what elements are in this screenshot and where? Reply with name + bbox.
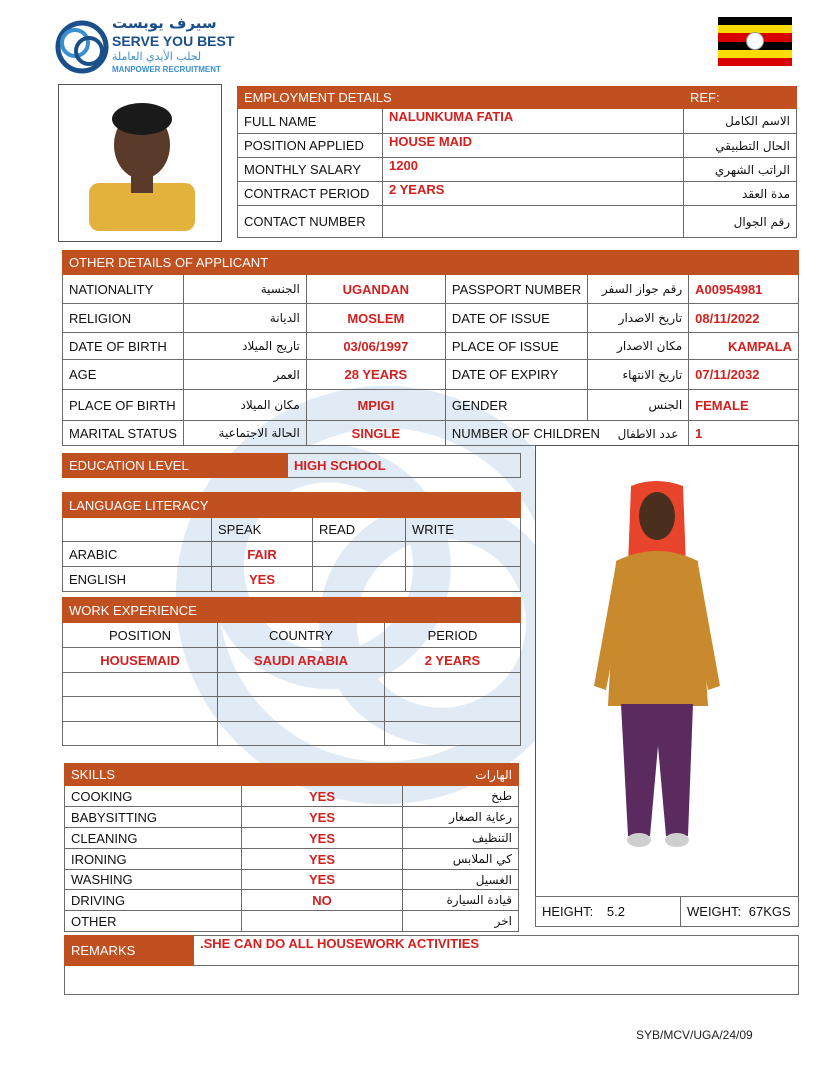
height-cell: [536, 897, 681, 927]
date-of-birth-label: DATE OF BIRTH: [63, 333, 184, 360]
position-applied-arabic: الحال التطبيقي: [684, 134, 797, 158]
skills-table: [64, 763, 519, 932]
place-of-issue-label: PLACE OF ISSUE: [445, 333, 587, 360]
age-label: AGE: [63, 360, 184, 390]
skills-header: SKILLS: [65, 764, 403, 786]
education-level-table: [62, 453, 521, 478]
gender-arabic: الجنس: [588, 390, 689, 421]
skill-other-label: OTHER: [65, 911, 242, 932]
table-row: [63, 722, 218, 746]
skill-driving-label: DRIVING: [65, 890, 242, 911]
table-cell: [218, 722, 385, 746]
english-language-label: ENGLISH: [63, 567, 212, 592]
nationality-label: NATIONALITY: [63, 275, 184, 304]
logo-subtitle: MANPOWER RECRUITMENT: [112, 65, 221, 74]
date-of-expiry-arabic: تاريخ الانتهاء: [588, 360, 689, 390]
read-col-header: READ: [313, 518, 406, 542]
document-code: SYB/MCV/UGA/24/09: [636, 1028, 753, 1042]
portrait-photo: [58, 84, 222, 242]
ref-label: REF:: [684, 87, 797, 109]
work-position-value: HOUSEMAID: [63, 648, 218, 673]
skill-driving-value: NO: [242, 890, 403, 911]
work-experience-header: WORK EXPERIENCE: [63, 598, 218, 623]
date-of-issue-arabic: تاريخ الاصدار: [588, 304, 689, 333]
skill-cleaning-label: CLEANING: [65, 828, 242, 849]
skills-header-arabic: الهارات: [403, 764, 519, 786]
other-details-header: OTHER DETAILS OF APPLICANT: [63, 251, 446, 275]
place-of-issue-arabic: مكان الاصدار: [588, 333, 689, 360]
employment-details-header: EMPLOYMENT DETAILS: [238, 87, 684, 109]
date-of-expiry-value: 07/11/2032: [689, 360, 799, 390]
nationality-value: UGANDAN: [306, 275, 445, 304]
number-of-children-value: 1: [689, 421, 799, 446]
skill-cleaning-arabic: التنظيف: [403, 828, 519, 849]
height-value: 5.2: [606, 904, 625, 919]
full-body-photo: [535, 445, 799, 897]
contract-period-label: CONTRACT PERIOD: [238, 182, 383, 206]
date-of-issue-value: 08/11/2022: [689, 304, 799, 333]
knot-logo-icon: [54, 18, 110, 76]
marital-status-value: SINGLE: [306, 421, 445, 446]
skill-babysitting-label: BABYSITTING: [65, 807, 242, 828]
logo-arabic: سيرف يوبست: [112, 14, 217, 32]
employment-details-table: [237, 86, 797, 238]
monthly-salary-label: MONTHLY SALARY: [238, 158, 383, 182]
language-literacy-header-blank: [313, 493, 521, 518]
skill-ironing-value: YES: [242, 849, 403, 870]
date-of-expiry-label: DATE OF EXPIRY: [445, 360, 587, 390]
contact-number-value: [383, 206, 684, 238]
crane-emblem-icon: [746, 32, 764, 50]
weight-label: WEIGHT:: [687, 904, 742, 919]
full-name-value: NALUNKUMA FATIA: [383, 109, 684, 134]
table-cell: [385, 673, 521, 697]
arabic-speak-value: FAIR: [212, 542, 313, 567]
passport-number-value: A00954981: [689, 275, 799, 304]
country-col-header: COUNTRY: [218, 623, 385, 648]
age-arabic: العمر: [183, 360, 306, 390]
position-applied-label: POSITION APPLIED: [238, 134, 383, 158]
table-row: [63, 697, 218, 722]
other-details-header-blank: [445, 251, 798, 275]
full-name-arabic: الاسم الكامل: [684, 109, 797, 134]
gender-label: GENDER: [445, 390, 587, 421]
english-write-value: [406, 567, 521, 592]
date-of-issue-label: DATE OF ISSUE: [445, 304, 587, 333]
write-col-header: WRITE: [406, 518, 521, 542]
monthly-salary-value: 1200: [383, 158, 684, 182]
contact-number-label: CONTACT NUMBER: [238, 206, 383, 238]
nationality-arabic: الجنسية: [183, 275, 306, 304]
position-applied-value: HOUSE MAID: [383, 134, 684, 158]
skill-cooking-label: COOKING: [65, 786, 242, 807]
weight-value: 67KGS: [748, 904, 791, 919]
skill-ironing-arabic: كي الملابس: [403, 849, 519, 870]
religion-arabic: الديانة: [183, 304, 306, 333]
table-cell: [385, 697, 521, 722]
date-of-birth-arabic: تاريج الميلاد: [183, 333, 306, 360]
position-col-header: POSITION: [63, 623, 218, 648]
skill-cooking-arabic: طبخ: [403, 786, 519, 807]
passport-number-arabic: رقم جواز السفر: [588, 275, 689, 304]
logo-title: SERVE YOU BEST: [112, 33, 235, 49]
table-row: [63, 673, 218, 697]
skill-driving-arabic: قيادة السيارة: [403, 890, 519, 911]
marital-status-arabic: الحالة الاجتماعية: [183, 421, 306, 446]
skill-washing-value: YES: [242, 870, 403, 890]
work-experience-table: [62, 597, 521, 746]
skill-cooking-value: YES: [242, 786, 403, 807]
period-col-header: PERIOD: [385, 623, 521, 648]
passport-number-label: PASSPORT NUMBER: [445, 275, 587, 304]
height-label: HEIGHT:: [542, 904, 594, 919]
place-of-birth-arabic: مكان الميلاد: [183, 390, 306, 421]
english-read-value: [313, 567, 406, 592]
number-of-children-en: NUMBER OF CHILDREN: [451, 425, 600, 441]
place-of-issue-value: KAMPALA: [689, 333, 799, 360]
table-cell: [218, 673, 385, 697]
work-period-value: 2 YEARS: [385, 648, 521, 673]
table-cell: [218, 697, 385, 722]
monthly-salary-arabic: الراتب الشهري: [684, 158, 797, 182]
arabic-read-value: [313, 542, 406, 567]
religion-label: RELIGION: [63, 304, 184, 333]
marital-status-label: MARITAL STATUS: [63, 421, 184, 446]
skill-cleaning-value: YES: [242, 828, 403, 849]
date-of-birth-value: 03/06/1997: [306, 333, 445, 360]
uganda-flag: [718, 17, 792, 66]
skill-other-value: [242, 911, 403, 932]
company-logo: [54, 16, 254, 80]
skill-babysitting-arabic: رعاية الصغار: [403, 807, 519, 828]
skill-washing-label: WASHING: [65, 870, 242, 890]
work-country-value: SAUDI ARABIA: [218, 648, 385, 673]
arabic-language-label: ARABIC: [63, 542, 212, 567]
skill-washing-arabic: الغسيل: [403, 870, 519, 890]
other-details-table: [62, 250, 799, 446]
number-of-children-arabic: عدد الاطفال: [617, 426, 679, 441]
age-value: 28 YEARS: [306, 360, 445, 390]
gender-value: FEMALE: [689, 390, 799, 421]
speak-col-header: SPEAK: [212, 518, 313, 542]
language-literacy-header: LANGUAGE LITERACY: [63, 493, 313, 518]
education-level-value: HIGH SCHOOL: [288, 454, 521, 478]
work-experience-header-blank: [218, 598, 521, 623]
remarks-value: .SHE CAN DO ALL HOUSEWORK ACTIVITIES: [194, 936, 799, 966]
arabic-write-value: [406, 542, 521, 567]
contract-period-arabic: مدة العقد: [684, 182, 797, 206]
contract-period-value: 2 YEARS: [383, 182, 684, 206]
skill-other-arabic: اخر: [403, 911, 519, 932]
number-of-children-label: [445, 421, 688, 446]
skill-babysitting-value: YES: [242, 807, 403, 828]
height-weight-table: [535, 896, 799, 927]
logo-arabic-sub: لجلب الأيدي العاملة: [112, 50, 202, 63]
religion-value: MOSLEM: [306, 304, 445, 333]
place-of-birth-label: PLACE OF BIRTH: [63, 390, 184, 421]
remarks-label: REMARKS: [65, 936, 194, 966]
language-literacy-table: [62, 492, 521, 592]
place-of-birth-value: MPIGI: [306, 390, 445, 421]
remarks-blank-row: [65, 966, 799, 995]
skill-ironing-label: IRONING: [65, 849, 242, 870]
english-speak-value: YES: [212, 567, 313, 592]
weight-cell: [681, 897, 799, 927]
full-name-label: FULL NAME: [238, 109, 383, 134]
education-level-label: EDUCATION LEVEL: [63, 454, 288, 478]
table-cell: [385, 722, 521, 746]
language-col-blank: [63, 518, 212, 542]
contact-number-arabic: رقم الجوال: [684, 206, 797, 238]
remarks-table: [64, 935, 799, 995]
